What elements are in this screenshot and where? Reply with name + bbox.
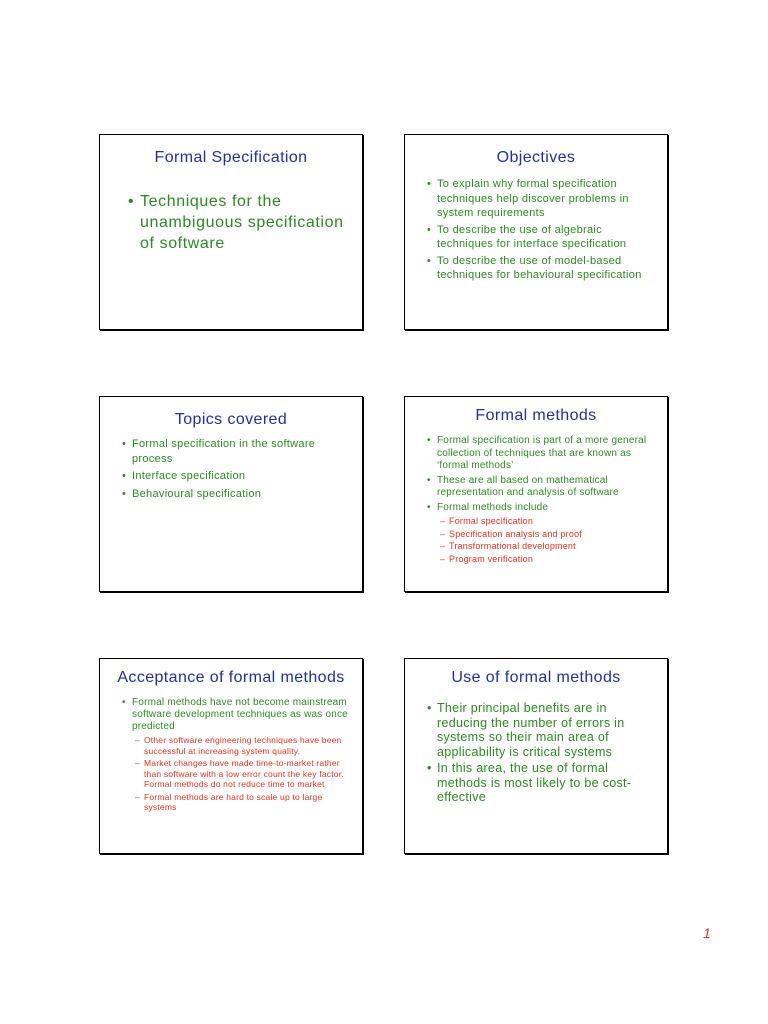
bullet-item: • Formal specification in the software process [132, 437, 352, 466]
bullet-text: Formal methods have not become mainstream software development techniques as was once predicted [132, 697, 348, 732]
bullet-list [132, 437, 352, 501]
bullet-list [437, 177, 657, 283]
bullet-item: • Their principal benefits are in reducing the number of errors in systems so their main area of applicability is critical systems [437, 701, 657, 759]
sub-bullet-item: – Specification analysis and proof [449, 528, 657, 541]
slide-title: Objectives [496, 149, 576, 166]
sub-bullet-list [449, 515, 657, 565]
slide-formal-methods [404, 396, 668, 592]
sub-bullet-item: – Transformational development [449, 540, 657, 553]
sub-bullet-item: – Formal methods are hard to scale up to large systems [144, 792, 352, 813]
sub-bullet-item: – Other software engineering techniques have been successful at increasing system quality. [144, 735, 352, 756]
bullet-list [437, 435, 657, 565]
bullet-list [132, 697, 352, 813]
bullet-text: Formal methods include [437, 501, 549, 513]
bullet-item: • To describe the use of model-based techniques for behavioural specification [437, 254, 657, 283]
bullet-item: • Techniques for the unambiguous specification of software [140, 191, 362, 254]
bullet-item: • Behavioural specification [132, 487, 352, 502]
bullet-list [437, 701, 657, 805]
slide-objectives [404, 134, 668, 330]
slide-title: Formal methods [475, 407, 597, 424]
slide-topics-covered [99, 396, 363, 592]
slide-acceptance-of-formal-methods [99, 658, 363, 854]
bullet-item: • These are all based on mathematical representation and analysis of software [437, 475, 657, 500]
bullet-item: • In this area, the use of formal methods is most likely to be cost-effective [437, 761, 657, 805]
slide-title: Acceptance of formal methods [117, 669, 345, 686]
bullet-item: • Formal specification is part of a more general collection of techniques that are known as ‘formal methods’ [437, 435, 657, 473]
sub-bullet-item: – Program verification [449, 553, 657, 566]
bullet-list [140, 191, 362, 254]
slide-title: Use of formal methods [451, 669, 621, 686]
sub-bullet-item: – Formal specification [449, 515, 657, 528]
page-number: 1 [703, 925, 711, 941]
bullet-item [132, 697, 352, 813]
bullet-item: • Interface specification [132, 469, 352, 484]
bullet-item: • To explain why formal specification techniques help discover problems in system requirements [437, 177, 657, 221]
slide-title: Formal Specification [154, 149, 308, 166]
slide-title: Topics covered [174, 411, 288, 428]
sub-bullet-list [144, 735, 352, 813]
bullet-item [437, 502, 657, 566]
slide-use-of-formal-methods [404, 658, 668, 854]
bullet-item: • To describe the use of algebraic techniques for interface specification [437, 223, 657, 252]
slide-formal-specification [99, 134, 363, 330]
sub-bullet-item: – Market changes have made time-to-market rather than software with a low error count the key factor. Formal methods do not reduce time to market [144, 758, 352, 790]
